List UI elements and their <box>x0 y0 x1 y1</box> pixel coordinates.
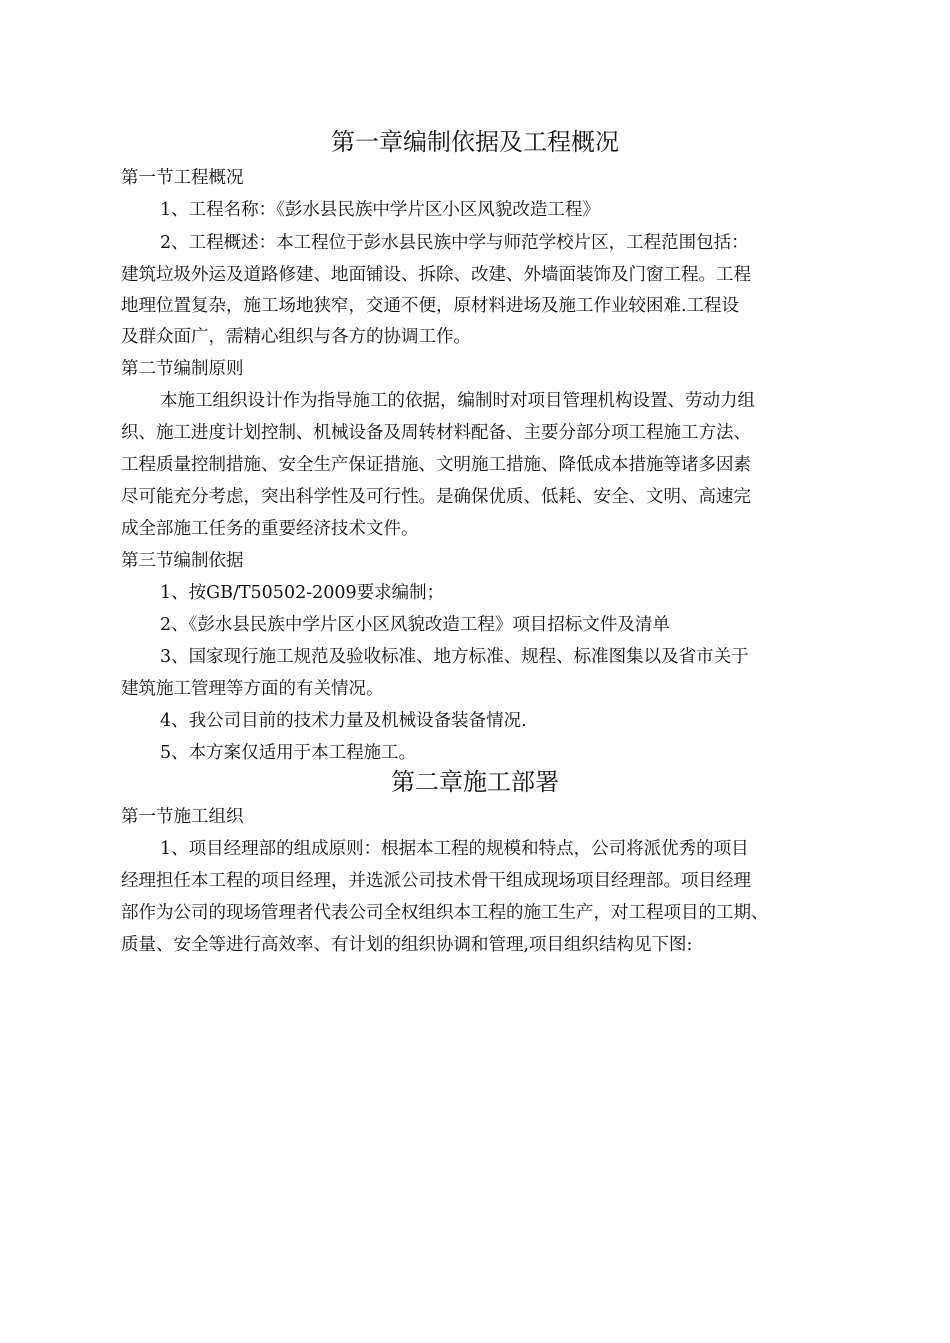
chapter-1-title: 第一章编制依据及工程概况 <box>331 128 619 156</box>
paragraph-line: 本施工组织设计作为指导施工的依据，编制时对项目管理机构设置、劳动力组 <box>160 391 755 411</box>
paragraph-line: 2、工程概述：本工程位于彭水县民族中学与师范学校片区，工程范围包括： <box>160 233 749 253</box>
paragraph-line: 经理担任本工程的项目经理，并选派公司技术骨干组成现场项目经理部。项目经理 <box>121 871 751 891</box>
paragraph-line: 1、按GB/T50502-2009要求编制； <box>160 583 445 603</box>
paragraph-line: 4、我公司目前的技术力量及机械设备装备情况. <box>160 711 527 731</box>
paragraph-line: 成全部施工任务的重要经济技术文件。 <box>121 519 419 539</box>
section-1-heading: 第一节工程概况 <box>121 168 244 188</box>
paragraph-line: 建筑垃圾外运及道路修建、地面铺设、拆除、改建、外墙面装饰及门窗工程。工程 <box>121 265 751 285</box>
paragraph-line: 1、工程名称：《彭水县民族中学片区小区风貌改造工程》 <box>160 200 600 220</box>
section-2-heading: 第二节编制原则 <box>121 359 244 379</box>
paragraph-line: 1、项目经理部的组成原则：根据本工程的规模和特点，公司将派优秀的项目 <box>160 839 749 859</box>
paragraph-line: 2、《彭水县民族中学片区小区风貌改造工程》项目招标文件及清单 <box>160 615 670 635</box>
paragraph-line: 5、本方案仅适用于本工程施工。 <box>160 743 417 763</box>
section-3-heading: 第三节编制依据 <box>121 551 244 571</box>
section-1-heading: 第一节施工组织 <box>121 807 244 827</box>
paragraph-line: 尽可能充分考虑，突出科学性及可行性。是确保优质、低耗、安全、文明、高速完 <box>121 487 751 507</box>
paragraph-line: 地理位置复杂，施工场地狭窄，交通不便，原材料进场及施工作业较困难.工程设 <box>121 296 740 316</box>
paragraph-line: 3、国家现行施工规范及验收标准、地方标准、规程、标准图集以及省市关于 <box>160 647 749 667</box>
paragraph-line: 建筑施工管理等方面的有关情况。 <box>121 679 384 699</box>
paragraph-line: 质量、安全等进行高效率、有计划的组织协调和管理,项目组织结构见下图: <box>121 935 693 955</box>
paragraph-line: 部作为公司的现场管理者代表公司全权组织本工程的施工生产，对工程项目的工期、 <box>121 903 769 923</box>
paragraph-line: 织、施工进度计划控制、机械设备及周转材料配备、主要分部分项工程施工方法、 <box>121 423 751 443</box>
paragraph-line: 及群众面广，需精心组织与各方的协调工作。 <box>121 327 471 347</box>
paragraph-line: 工程质量控制措施、安全生产保证措施、文明施工措施、降低成本措施等诸多因素 <box>121 455 751 475</box>
chapter-2-title: 第二章施工部署 <box>391 768 559 796</box>
